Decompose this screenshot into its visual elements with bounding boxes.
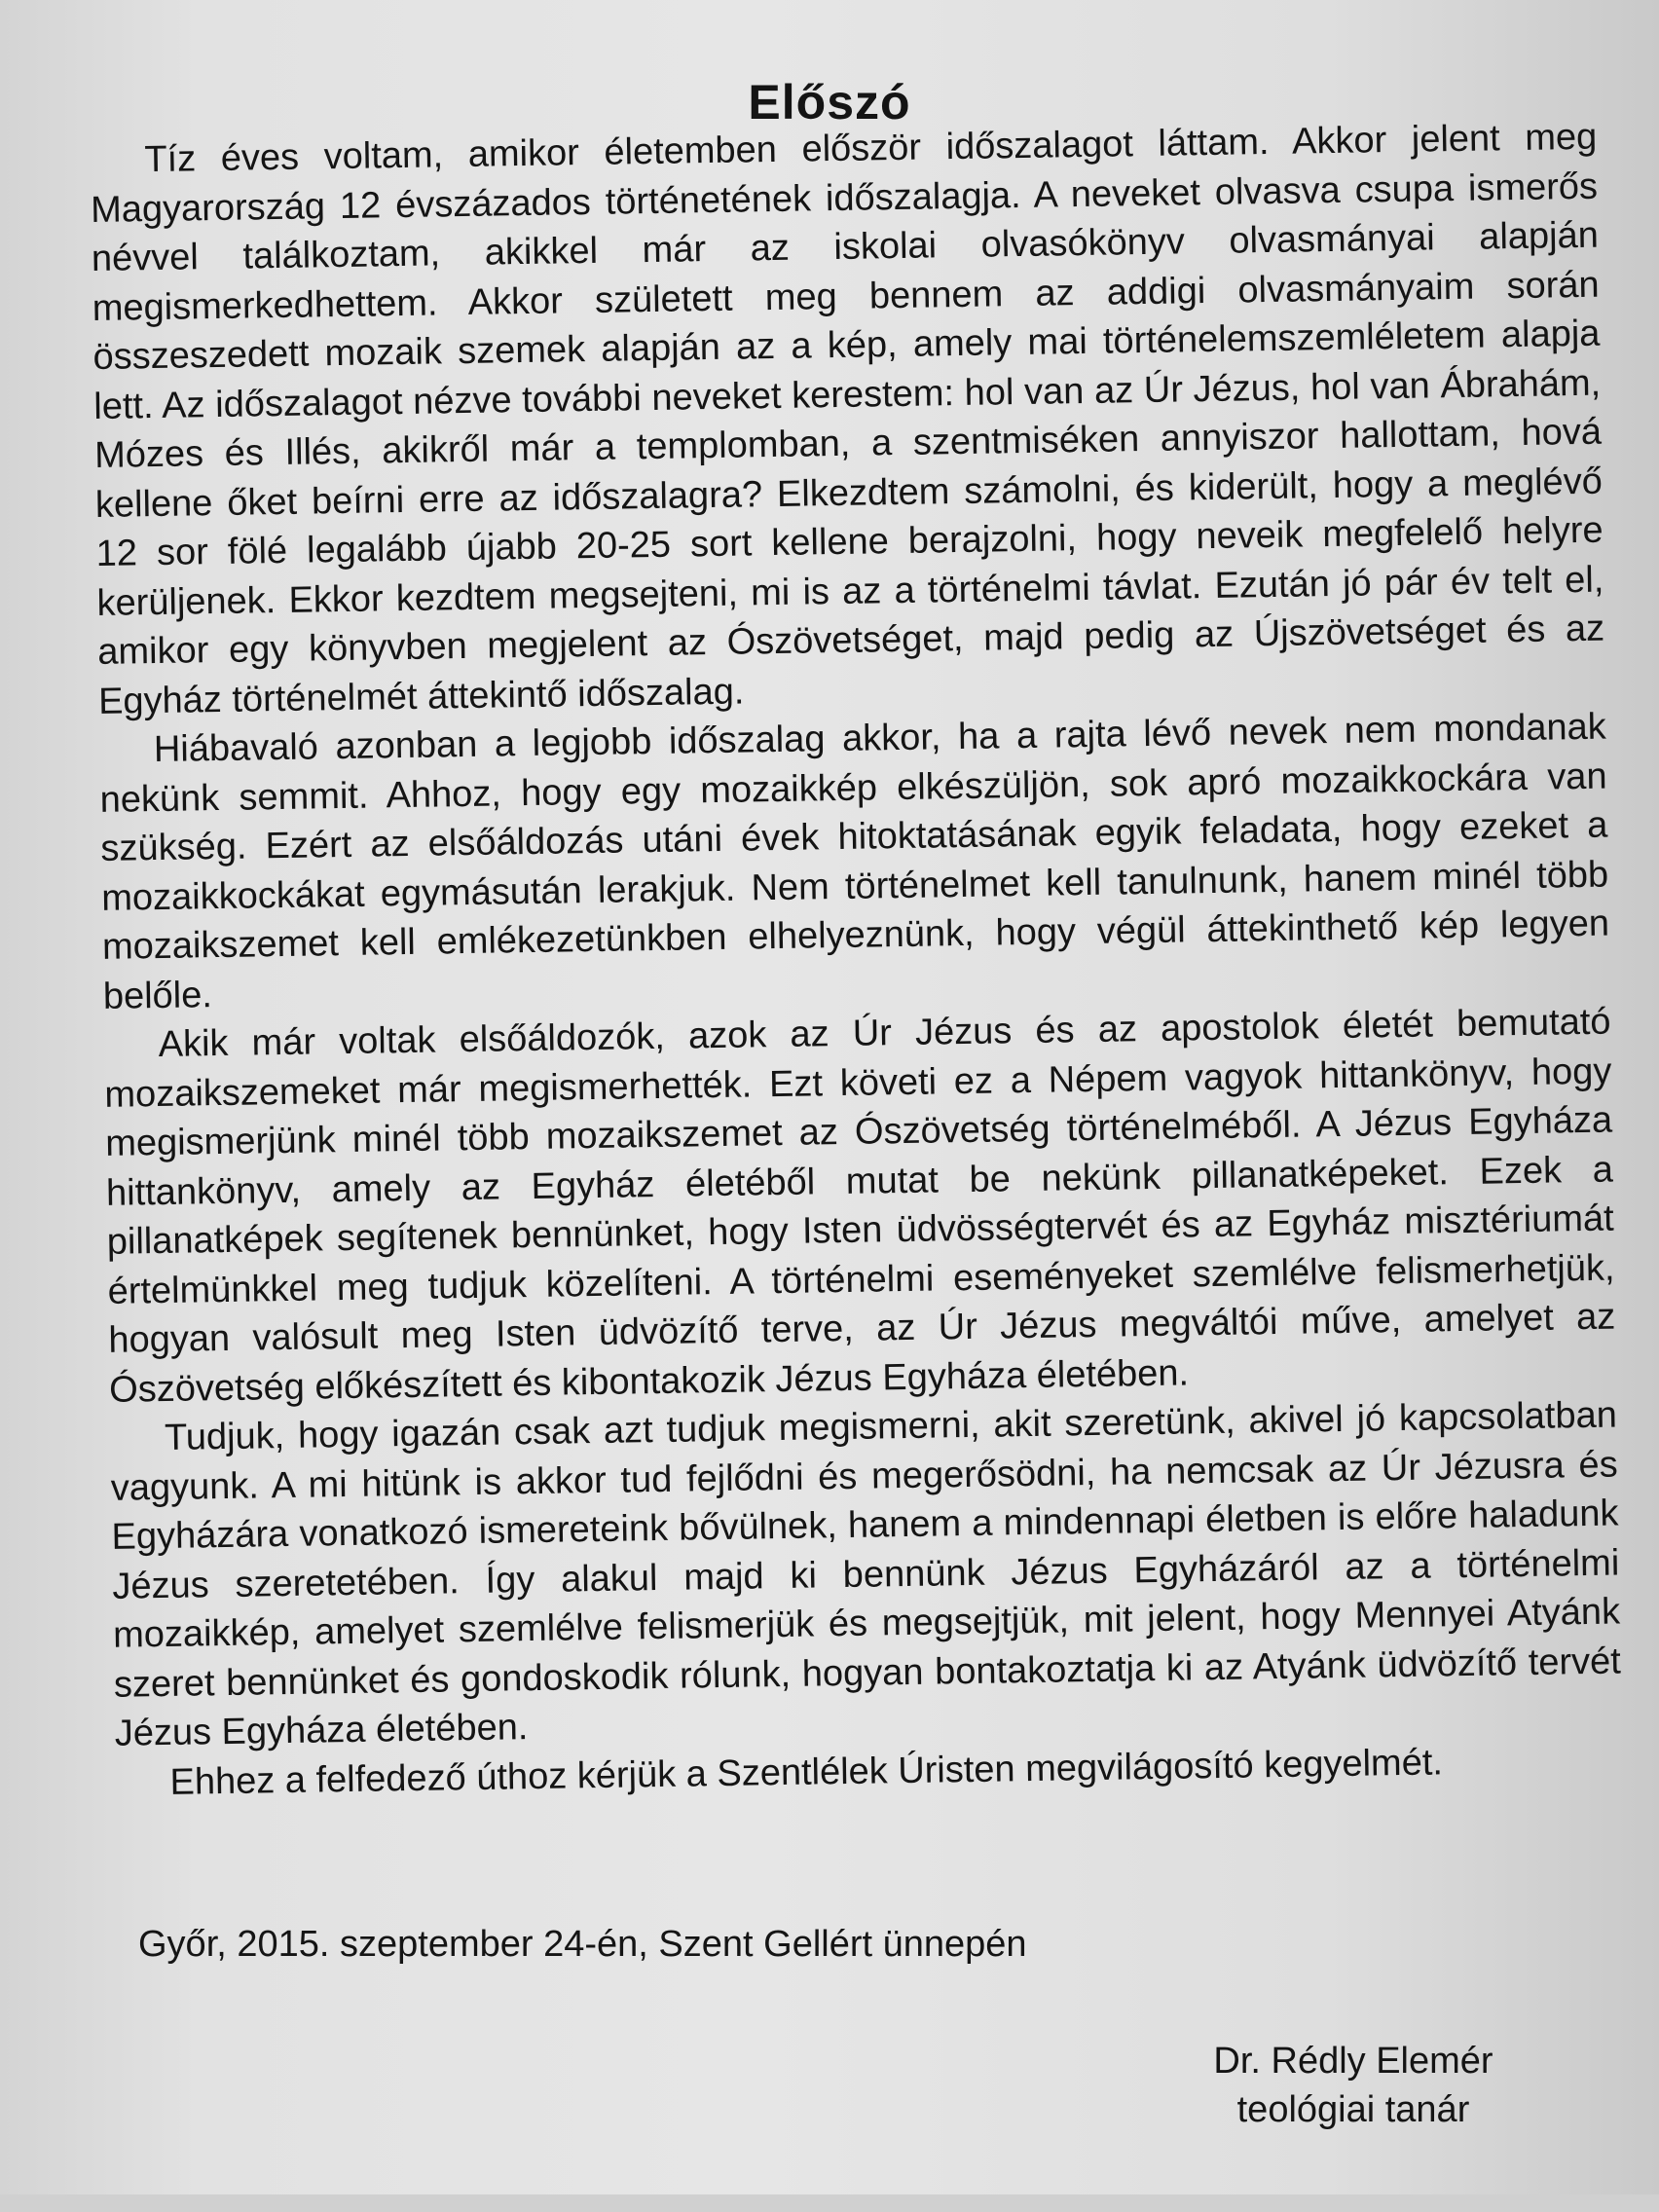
page-title: Előszó (748, 74, 911, 129)
paragraph-5: Ehhez a felfedező úthoz kérjük a Szentlélek Úristen megvilágosító kegyelmét. (169, 1741, 1444, 1803)
author-role: teológiai tanár (1236, 2089, 1470, 2130)
paragraph-1: Tíz éves voltam, amikor életemben először időszalagot láttam. Akkor jelent meg Magyarország 12 évszázados történetének időszalagja. A neveket olvasva csupa ismerős névvel találkoztam, akikkel már az iskolai olvasókönyv olvasmányai alapján megismerkedhettem. Akkor született meg bennem az addigi olvasmányaim során összeszedett mozaik szemek alapján az a kép, amely mai történelemszemléletem alapja lett. Az időszalagot nézve további neveket kerestem: hol van az Úr Jézus, hol van Ábrahám, Mózes és Illés, akikről már a templomban, a szentmiséken annyiszor hallottam, hová kellene őket beírni erre az időszalagra? Elkezdtem számolni, és kiderült, hogy a meglévő 12 sor fölé legalább újabb 20-25 sort kellene berajzolni, hogy neveik megfelelő helyre kerüljenek. Ekkor kezdtem megsejteni, mi is az a történelmi távlat. Ezután jó pár év telt el, amikor egy könyvben megjelent az Ószövetséget, majd pedig az Újszövetséget és az Egyház történelmét áttekintő időszalag. (90, 116, 1605, 722)
paragraph-4: Tudjuk, hogy igazán csak azt tudjuk megismerni, akit szeretünk, akivel jó kapcsolatban vagyunk. A mi hitünk is akkor tud fejlődni és megerősödni, ha nemcsak az Úr Jézusra és Egyházára vonatkozó ismereteink bővülnek, hanem a mindennapi életben is előre haladunk Jézus szeretetében. Így alakul majd ki bennünk Jézus Egyházáról az a történelmi mozaikkép, amelyet szemlélve felismerjük és megsejtjük, mit jelent, hogy Mennyei Atyánk szeret bennünket és gondoskodik rólunk, hogyan bontakoztatja ki az Atyánk üdvözítő tervét Jézus Egyháza életében. (110, 1394, 1622, 1754)
author-name: Dr. Rédly Elemér (1213, 2041, 1493, 2082)
paragraph-3: Akik már voltak elsőáldozók, azok az Úr Jézus és az apostolok életét bemutató mozaikszemeket már megismerhették. Ezt követi ez a Népem vagyok hittankönyv, hogy megismerjünk minél több mozaikszemet az Ószövetség történelméből. A Jézus Egyháza hittankönyv, amely az Egyház életéből mutat be nekünk pillanatképeket. Ezek a pillanatképek segítenek bennünket, hogy Isten üdvösségtervét és az Egyház misztériumát értelmünkkel meg tudjuk közelíteni. A történelmi eseményeket szemlélve felismerhetjük, hogyan valósult meg Isten üdvözítő terve, az Úr Jézus megváltói műve, amelyet az Ószövetség előkészített és kibontakozik Jézus Egyháza életében. (104, 1001, 1616, 1411)
signature-block (1149, 2037, 1558, 2134)
preface-body (90, 113, 1623, 1808)
place-date: Győr, 2015. szeptember 24-én, Szent Gellért ünnepén (138, 1924, 1027, 1965)
page-bottom-edge (0, 2194, 1659, 2212)
paragraph-2: Hiábavaló azonban a legjobb időszalag akkor, ha a rajta lévő nevek nem mondanak nekünk semmit. Ahhoz, hogy egy mozaikkép elkészüljön, sok apró mozaikkockára van szükség. Ezért az elsőáldozás utáni évek hitoktatásának egyik feladata, hogy ezeket a mozaikkockákat egymásután lerakjuk. Nem történelmet kell tanulnunk, hanem minél több mozaikszemet kell emlékezetünkben elhelyeznünk, hogy végül áttekinthető kép legyen belőle. (99, 706, 1610, 1017)
